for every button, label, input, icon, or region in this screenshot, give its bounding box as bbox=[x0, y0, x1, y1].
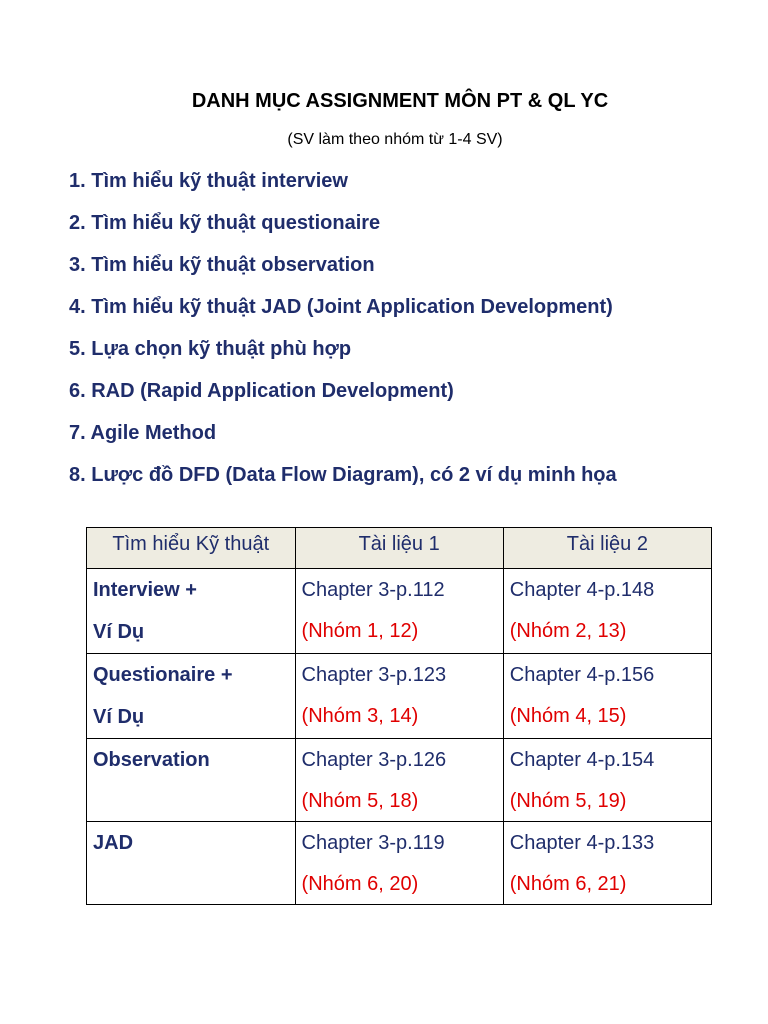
header-technique: Tìm hiểu Kỹ thuật bbox=[87, 528, 296, 569]
group-ref: (Nhóm 6, 21) bbox=[509, 873, 627, 895]
list-item: 6. RAD (Rapid Application Development) bbox=[69, 380, 454, 402]
technique-note: Ví Dụ bbox=[93, 621, 145, 643]
header-document-2: Tài liệu 2 bbox=[503, 528, 711, 569]
document-1-cell bbox=[295, 739, 503, 822]
chapter-ref: Chapter 3-p.119 bbox=[301, 832, 445, 854]
technique-cell bbox=[87, 569, 296, 654]
list-item: 7. Agile Method bbox=[69, 422, 217, 444]
group-ref: (Nhóm 2, 13) bbox=[509, 620, 627, 642]
group-ref: (Nhóm 5, 19) bbox=[509, 790, 627, 812]
group-ref: (Nhóm 3, 14) bbox=[301, 705, 419, 727]
group-ref: (Nhóm 4, 15) bbox=[509, 705, 627, 727]
document-2-cell bbox=[503, 654, 711, 739]
table-header-row bbox=[87, 528, 712, 569]
document-1-cell bbox=[295, 569, 503, 654]
document-subtitle: (SV làm theo nhóm từ 1-4 SV) bbox=[287, 131, 503, 148]
document-title: DANH MỤC ASSIGNMENT MÔN PT & QL YC bbox=[191, 90, 609, 112]
technique-name: Observation bbox=[93, 749, 210, 771]
document-1-cell bbox=[295, 654, 503, 739]
chapter-ref: Chapter 4-p.154 bbox=[509, 749, 655, 771]
chapter-ref: Chapter 4-p.156 bbox=[509, 664, 655, 686]
chapter-ref: Chapter 4-p.148 bbox=[509, 579, 655, 601]
technique-name: Questionaire + bbox=[93, 664, 233, 686]
list-item: 8. Lược đồ DFD (Data Flow Diagram), có 2 ví dụ minh họa bbox=[69, 464, 617, 486]
list-item: 3. Tìm hiểu kỹ thuật observation bbox=[69, 254, 375, 276]
chapter-ref: Chapter 3-p.126 bbox=[301, 749, 447, 771]
table-row bbox=[87, 739, 712, 822]
chapter-ref: Chapter 3-p.112 bbox=[301, 579, 445, 601]
group-ref: (Nhóm 6, 20) bbox=[301, 873, 419, 895]
header-document-1: Tài liệu 1 bbox=[295, 528, 503, 569]
group-ref: (Nhóm 5, 18) bbox=[301, 790, 419, 812]
list-item: 4. Tìm hiểu kỹ thuật JAD (Joint Application Development) bbox=[69, 296, 613, 318]
chapter-ref: Chapter 3-p.123 bbox=[301, 664, 447, 686]
technique-name: Interview + bbox=[93, 579, 197, 601]
list-item: 2. Tìm hiểu kỹ thuật questionaire bbox=[69, 212, 381, 234]
table-row bbox=[87, 569, 712, 654]
group-ref: (Nhóm 1, 12) bbox=[301, 620, 419, 642]
document-2-cell bbox=[503, 569, 711, 654]
technique-cell bbox=[87, 654, 296, 739]
table-row bbox=[87, 822, 712, 905]
technique-note: Ví Dụ bbox=[93, 706, 145, 728]
assignment-list bbox=[69, 167, 617, 503]
document-2-cell bbox=[503, 822, 711, 905]
list-item: 5. Lựa chọn kỹ thuật phù hợp bbox=[69, 338, 352, 360]
technique-cell bbox=[87, 739, 296, 822]
chapter-ref: Chapter 4-p.133 bbox=[509, 832, 655, 854]
document-2-cell bbox=[503, 739, 711, 822]
list-item: 1. Tìm hiểu kỹ thuật interview bbox=[69, 170, 348, 192]
table-row bbox=[87, 654, 712, 739]
technique-name: JAD bbox=[93, 832, 134, 854]
document-1-cell bbox=[295, 822, 503, 905]
assignment-table bbox=[86, 527, 712, 905]
technique-cell bbox=[87, 822, 296, 905]
